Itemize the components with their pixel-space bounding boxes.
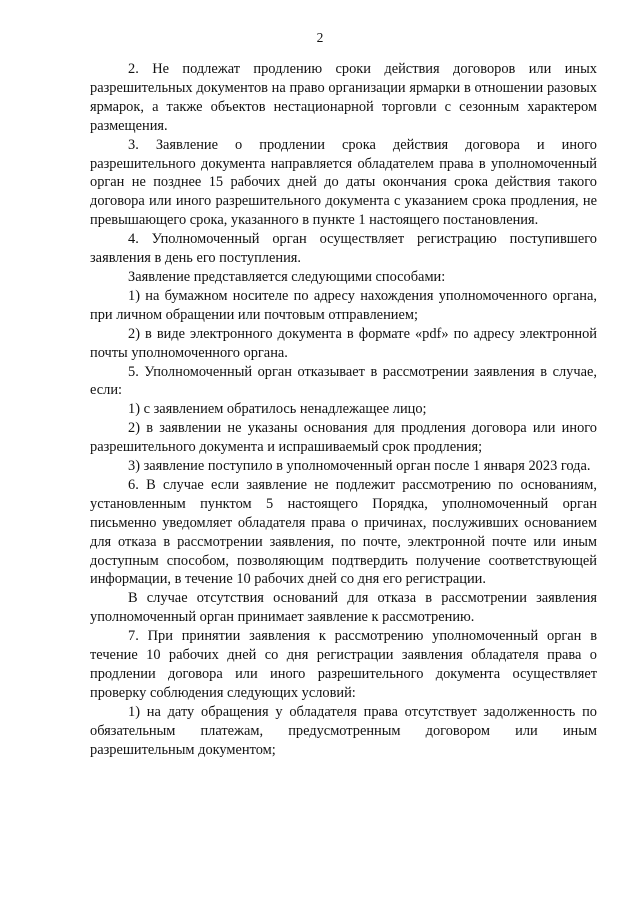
paragraph-item-7: 7. При принятии заявления к рассмотрению уполномоченный орган в течение 10 рабочих дней со дня регистрации заявления обладателя права о продлении договора или иного разрешительного документа осуществляет проверку соблюдения следующих условий: (90, 628, 597, 701)
paragraph-condition-1: 1) на дату обращения у обладателя права отсутствует задолженность по обязательным платежам, предусмотренным договором или иным разрешительным документом; (90, 703, 597, 758)
paragraph-refusal-reason-3: 3) заявление поступило в уполномоченный орган после 1 января 2023 года. (128, 458, 591, 475)
paragraph-submission-method-2: 2) в виде электронного документа в формате «pdf» по адресу электронной почты уполномоченного органа. (90, 325, 597, 361)
paragraph-refusal-reason-1: 1) с заявлением обратилось ненадлежащее лицо; (128, 401, 427, 418)
page-number: 2 (316, 30, 324, 45)
paragraph-refusal-reason-2: 2) в заявлении не указаны основания для продления договора или иного разрешительного документа и испрашиваемый срок продления; (90, 420, 597, 456)
paragraph-item-6: 6. В случае если заявление не подлежит рассмотрению по основаниям, установленным пунктом 5 настоящего Порядка, уполномоченный орган письменно уведомляет обладателя права о причинах, послуживших основанием для отказа в рассмотрении заявления, по почте, электронной почте или иным доступным способом, позволяющим подтвердить получение соответствующей информации, в течение 10 рабочих дней со дня его регистрации. (90, 476, 597, 588)
paragraph-item-5: 5. Уполномоченный орган отказывает в рассмотрении заявления в случае, если: (90, 363, 597, 399)
paragraph-item-2: 2. Не подлежат продлению сроки действия договоров или иных разрешительных документов на право организации ярмарки в отношении разовых ярмарок, а также объектов нестационарной торговли с сезонным характером размещения. (90, 61, 597, 134)
paragraph-submission-method-1: 1) на бумажном носителе по адресу нахождения уполномоченного органа, при личном обращении или почтовым отправлением; (90, 287, 597, 323)
paragraph-item-3: 3. Заявление о продлении срока действия договора и иного разрешительного документа направляется обладателем права в уполномоченный орган не позднее 15 рабочих дней до даты окончания срока действия такого договора или иного разрешительного документа с указанием срока продления, не превышающего срока, указанного в пункте 1 настоящего постановления. (90, 136, 597, 229)
document-body (90, 60, 597, 760)
paragraph-submission-methods-intro: Заявление представляется следующими способами: (128, 268, 446, 285)
paragraph-acceptance: В случае отсутствия оснований для отказа в рассмотрении заявления уполномоченный орган принимает заявление к рассмотрению. (90, 590, 597, 626)
paragraph-item-4: 4. Уполномоченный орган осуществляет регистрацию поступившего заявления в день его поступления. (90, 231, 597, 267)
